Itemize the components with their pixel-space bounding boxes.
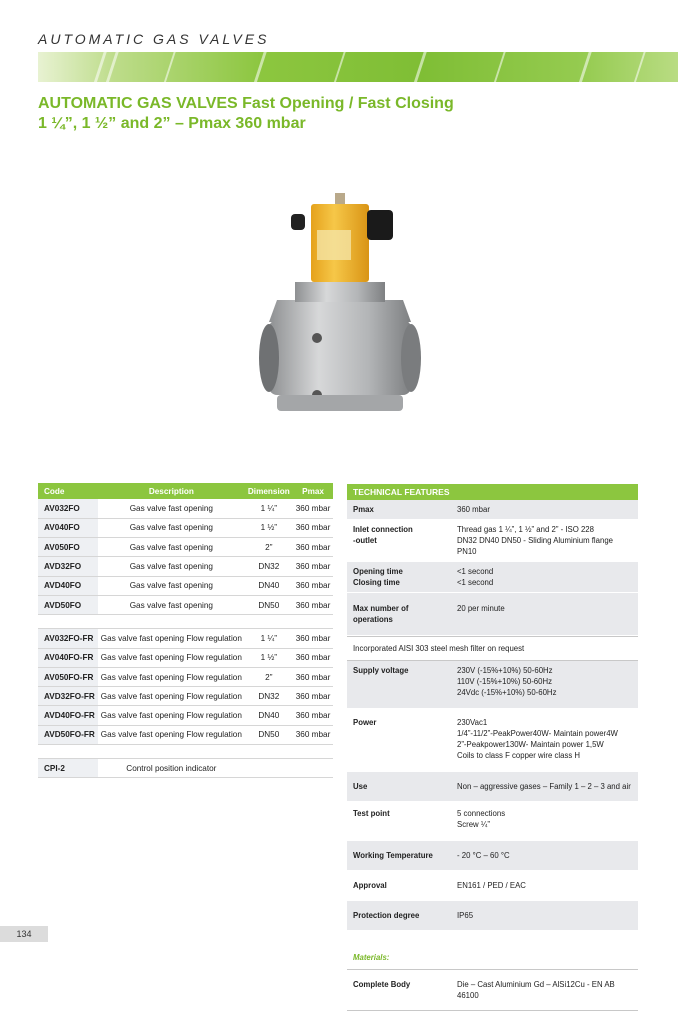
page-title: [38, 94, 638, 134]
cell-pmax: 360 mbar: [293, 499, 334, 518]
cell-desc: Gas valve fast opening: [98, 518, 245, 537]
codes-table: [38, 483, 333, 778]
cell-code: AV050FO-FR: [38, 667, 98, 686]
col-pmax: Pmax: [293, 483, 334, 499]
cell-code: AVD32FO-FR: [38, 687, 98, 706]
tech-row-inlet: Inlet connection -outlet Thread gas 1 ¼”, 1 ½” and 2” - ISO 228 DN32 DN40 DN50 - Sliding Aluminium flange PN10: [347, 520, 638, 562]
table-row: [38, 557, 333, 576]
technical-features: [347, 484, 638, 1011]
tech-row-body: Complete Body Die – Cast Aluminium Gd – AlSi12Cu - EN AB 46100: [347, 969, 638, 1011]
table-row: [38, 725, 333, 744]
cell-pmax: [293, 759, 334, 778]
cell-pmax: 360 mbar: [293, 648, 334, 667]
cell-pmax: 360 mbar: [293, 725, 334, 744]
table-row: [38, 518, 333, 537]
col-description: Description: [98, 483, 245, 499]
cell-desc: Gas valve fast opening: [98, 595, 245, 614]
cell-pmax: 360 mbar: [293, 538, 334, 557]
cell-dim: 1 ¼”: [245, 499, 293, 518]
cell-desc: Gas valve fast opening Flow regulation: [98, 706, 245, 725]
cell-dim: 2”: [245, 667, 293, 686]
tech-row-opening: Opening time Closing time <1 second <1 second: [347, 562, 638, 593]
table-gap: [38, 615, 333, 629]
cell-pmax: 360 mbar: [293, 667, 334, 686]
cell-dim: 1 ½”: [245, 648, 293, 667]
header-banner: [38, 52, 678, 82]
cell-pmax: 360 mbar: [293, 576, 334, 595]
cell-pmax: 360 mbar: [293, 629, 334, 648]
tech-row-use: Use Non – aggressive gases – Family 1 – 2 – 3 and air: [347, 772, 638, 802]
tech-row-temperature: Working Temperature - 20 °C – 60 °C: [347, 841, 638, 871]
cell-dim: DN50: [245, 725, 293, 744]
cell-pmax: 360 mbar: [293, 687, 334, 706]
cell-code: CPI-2: [38, 759, 98, 778]
cell-code: AVD40FO: [38, 576, 98, 595]
table-row: [38, 538, 333, 557]
cell-dim: DN40: [245, 706, 293, 725]
tech-filter-note: Incorporated AISI 303 steel mesh filter on request: [347, 636, 638, 661]
tech-row-test-point: Test point 5 connections Screw ¼”: [347, 802, 638, 841]
cell-code: AV040FO: [38, 518, 98, 537]
cell-desc: Gas valve fast opening Flow regulation: [98, 629, 245, 648]
cell-code: AV050FO: [38, 538, 98, 557]
cell-desc: Gas valve fast opening: [98, 499, 245, 518]
cell-code: AV032FO: [38, 499, 98, 518]
cell-desc: Gas valve fast opening Flow regulation: [98, 667, 245, 686]
cell-desc: Gas valve fast opening: [98, 576, 245, 595]
cell-dim: DN32: [245, 557, 293, 576]
cell-pmax: 360 mbar: [293, 557, 334, 576]
tech-header: TECHNICAL FEATURES: [347, 484, 638, 500]
cell-desc: Gas valve fast opening Flow regulation: [98, 648, 245, 667]
title-line-2: 1 ¼”, 1 ½” and 2” – Pmax 360 mbar: [38, 115, 306, 132]
cell-dim: [245, 759, 293, 778]
title-line-1: AUTOMATIC GAS VALVES Fast Opening / Fast Closing: [38, 95, 454, 112]
col-dimension: Dimension: [245, 483, 293, 499]
cell-pmax: 360 mbar: [293, 595, 334, 614]
tech-row-max-operations: Max number of operations 20 per minute: [347, 593, 638, 636]
table-row: [38, 667, 333, 686]
cell-code: AVD32FO: [38, 557, 98, 576]
page-number: 134: [0, 926, 48, 942]
cell-dim: 1 ½”: [245, 518, 293, 537]
section-label: AUTOMATIC GAS VALVES: [38, 31, 270, 47]
tech-row-power: Power 230Vac1 1/4”-11/2”-PeakPower40W- Maintain power4W 2”-Peakpower130W- Maintain power 1,5W Coils to class F copper wire class H: [347, 709, 638, 772]
cell-code: AVD40FO-FR: [38, 706, 98, 725]
tech-row-approval: Approval EN161 / PED / EAC: [347, 871, 638, 901]
table-row: [38, 499, 333, 518]
col-code: Code: [38, 483, 98, 499]
cell-dim: 2”: [245, 538, 293, 557]
tech-row-pmax: Pmax 360 mbar: [347, 500, 638, 520]
table-row: [38, 759, 333, 778]
cell-desc: Gas valve fast opening: [98, 557, 245, 576]
cell-code: AVD50FO-FR: [38, 725, 98, 744]
cell-pmax: 360 mbar: [293, 706, 334, 725]
cell-desc: Control position indicator: [98, 759, 245, 778]
cell-dim: DN40: [245, 576, 293, 595]
table-row: [38, 687, 333, 706]
table-row: [38, 595, 333, 614]
cell-pmax: 360 mbar: [293, 518, 334, 537]
tech-row-supply: Supply voltage 230V (-15%+10%) 50-60Hz 110V (-15%+10%) 50-60Hz 24Vdc (-15%+10%) 50-60Hz: [347, 661, 638, 709]
cell-code: AV040FO-FR: [38, 648, 98, 667]
cell-dim: DN50: [245, 595, 293, 614]
cell-desc: Gas valve fast opening Flow regulation: [98, 687, 245, 706]
table-row: [38, 648, 333, 667]
gas-valve-image: [255, 190, 425, 420]
tech-row-protection: Protection degree IP65: [347, 901, 638, 931]
table-row: [38, 629, 333, 648]
cell-dim: DN32: [245, 687, 293, 706]
table-gap: [38, 745, 333, 759]
table-row: [38, 576, 333, 595]
table-row: [38, 706, 333, 725]
cell-dim: 1 ¼”: [245, 629, 293, 648]
cell-desc: Gas valve fast opening Flow regulation: [98, 725, 245, 744]
cell-desc: Gas valve fast opening: [98, 538, 245, 557]
materials-label: Materials:: [353, 953, 390, 962]
cell-code: AVD50FO: [38, 595, 98, 614]
cell-code: AV032FO-FR: [38, 629, 98, 648]
